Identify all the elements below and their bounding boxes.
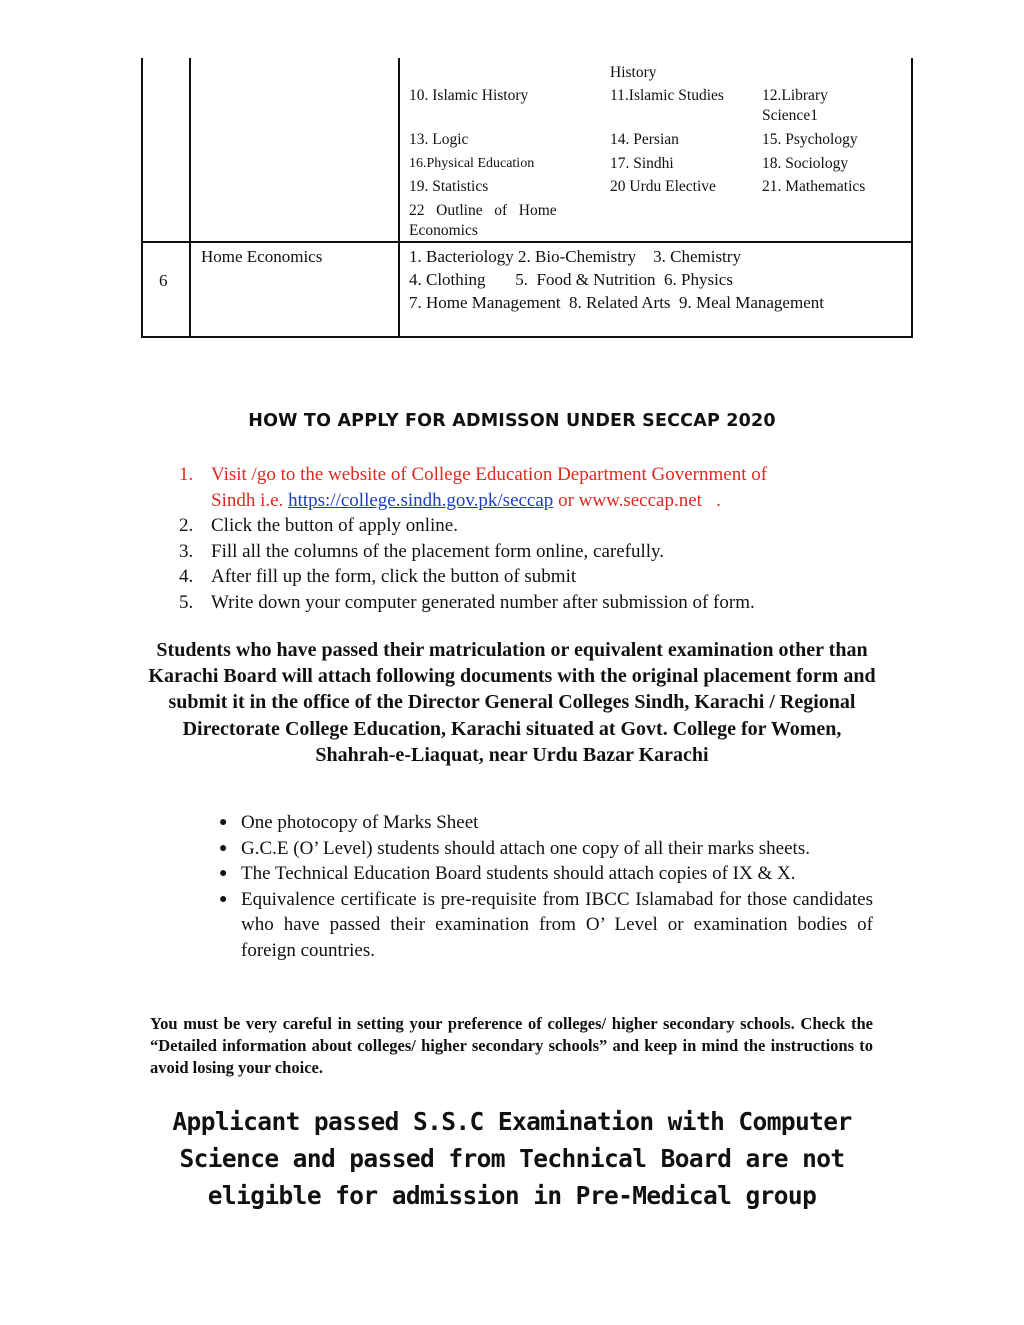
- step-text: or www.seccap.net .: [553, 489, 721, 511]
- list-item: [217, 836, 873, 862]
- step-number: 5.: [179, 591, 194, 613]
- subjects-table: [141, 58, 913, 338]
- table-cell: 19. Statistics: [409, 178, 489, 195]
- table-cell: Economics: [409, 222, 478, 239]
- preference-warning: You must be very careful in setting your preference of colleges/ higher secondary schools. Check the “Detailed information about colleges/ higher secondary schools” and keep in mind the instructions to avoid losing your choice.: [150, 1014, 873, 1077]
- table-cell: 22 Outline of Home: [409, 202, 557, 219]
- table-cell: 16.Physical Education: [409, 156, 535, 171]
- table-cell: Science1: [762, 107, 818, 124]
- list-item: [217, 810, 873, 836]
- table-cell: 18. Sociology: [762, 155, 849, 172]
- step-text: Click the button of apply online.: [211, 515, 458, 536]
- list-item: [179, 462, 879, 513]
- table-cell: 20 Urdu Elective: [610, 178, 716, 195]
- list-item: [179, 513, 879, 539]
- step-number: 3.: [179, 540, 194, 562]
- table-cell: History: [610, 64, 657, 81]
- bullet-text: The Technical Education Board students should attach copies of IX & X.: [241, 863, 796, 884]
- table-cell: 1. Bacteriology 2. Bio-Chemistry 3. Chemistry: [409, 247, 741, 266]
- table-cell: 15. Psychology: [762, 131, 858, 148]
- table-col-divider-1: [189, 58, 191, 338]
- bullet-text: One photocopy of Marks Sheet: [241, 812, 479, 833]
- documents-paragraph: Students who have passed their matriculation or equivalent examination other than Karachi Board will attach following documents with the original placement form and submit it in the office of the Director General Colleges Sindh, Karachi / Regional Directorate College Education, Karachi situated at Govt. College for Women, Shahrah-e-Liaquat, near Urdu Bazar Karachi: [148, 639, 876, 766]
- step-text-cont: [211, 488, 879, 514]
- bullet-text: G.C.E (O’ Level) students should attach one copy of all their marks sheets.: [241, 837, 810, 859]
- eligibility-notice: Applicant passed S.S.C Examination with Computer Science and passed from Technical Board are not eligible for admission in Pre-Medical group: [172, 1107, 852, 1210]
- table-cell: 11.Islamic Studies: [610, 87, 724, 104]
- step-text: Write down your computer generated number after submission of form.: [211, 591, 755, 613]
- table-border-right: [911, 58, 913, 338]
- list-item: [179, 590, 879, 616]
- howto-heading: HOW TO APPLY FOR ADMISSON UNDER SECCAP 2020: [248, 411, 776, 431]
- list-item: [179, 539, 879, 565]
- list-item: [217, 861, 873, 887]
- row-number: 6: [159, 271, 168, 290]
- seccap-link[interactable]: https://college.sindh.gov.pk/seccap: [288, 489, 554, 511]
- list-item: [179, 564, 879, 590]
- bullet-text: Equivalence certificate is pre-requisite from IBCC Islamabad for those candidates who have passed their examination from O’ Level or examination bodies of foreign countries.: [241, 888, 873, 961]
- table-cell: 10. Islamic History: [409, 87, 529, 104]
- apply-steps-list: [179, 462, 879, 615]
- bullet-icon: ●: [219, 866, 228, 881]
- step-number: 1.: [179, 464, 194, 485]
- table-border-bottom: [141, 336, 913, 338]
- table-col-divider-2: [398, 58, 400, 338]
- step-number: 4.: [179, 566, 194, 587]
- step-number: 2.: [179, 515, 194, 536]
- table-cell: 21. Mathematics: [762, 178, 866, 195]
- step-text: After fill up the form, click the button of submit: [211, 566, 577, 587]
- step-text: Sindh i.e.: [211, 489, 289, 511]
- table-cell: 13. Logic: [409, 131, 469, 148]
- table-cell: 17. Sindhi: [610, 155, 674, 172]
- table-cell: 7. Home Management 8. Related Arts 9. Meal Management: [409, 293, 824, 312]
- bullet-icon: ●: [219, 840, 228, 856]
- list-item: [217, 887, 873, 964]
- table-cell: 12.Library: [762, 87, 828, 104]
- group-name: Home Economics: [201, 247, 323, 266]
- documents-bullet-list: [217, 810, 873, 963]
- table-border-left: [141, 58, 143, 338]
- step-text: Fill all the columns of the placement form online, carefully.: [211, 540, 665, 562]
- table-cell: 4. Clothing 5. Food & Nutrition 6. Physics: [409, 270, 733, 289]
- bullet-icon: ●: [219, 815, 228, 830]
- step-text: Visit /go to the website of College Education Department Government of: [211, 464, 768, 485]
- table-row-divider: [141, 241, 913, 243]
- bullet-icon: ●: [219, 891, 228, 907]
- table-cell: 14. Persian: [610, 131, 679, 148]
